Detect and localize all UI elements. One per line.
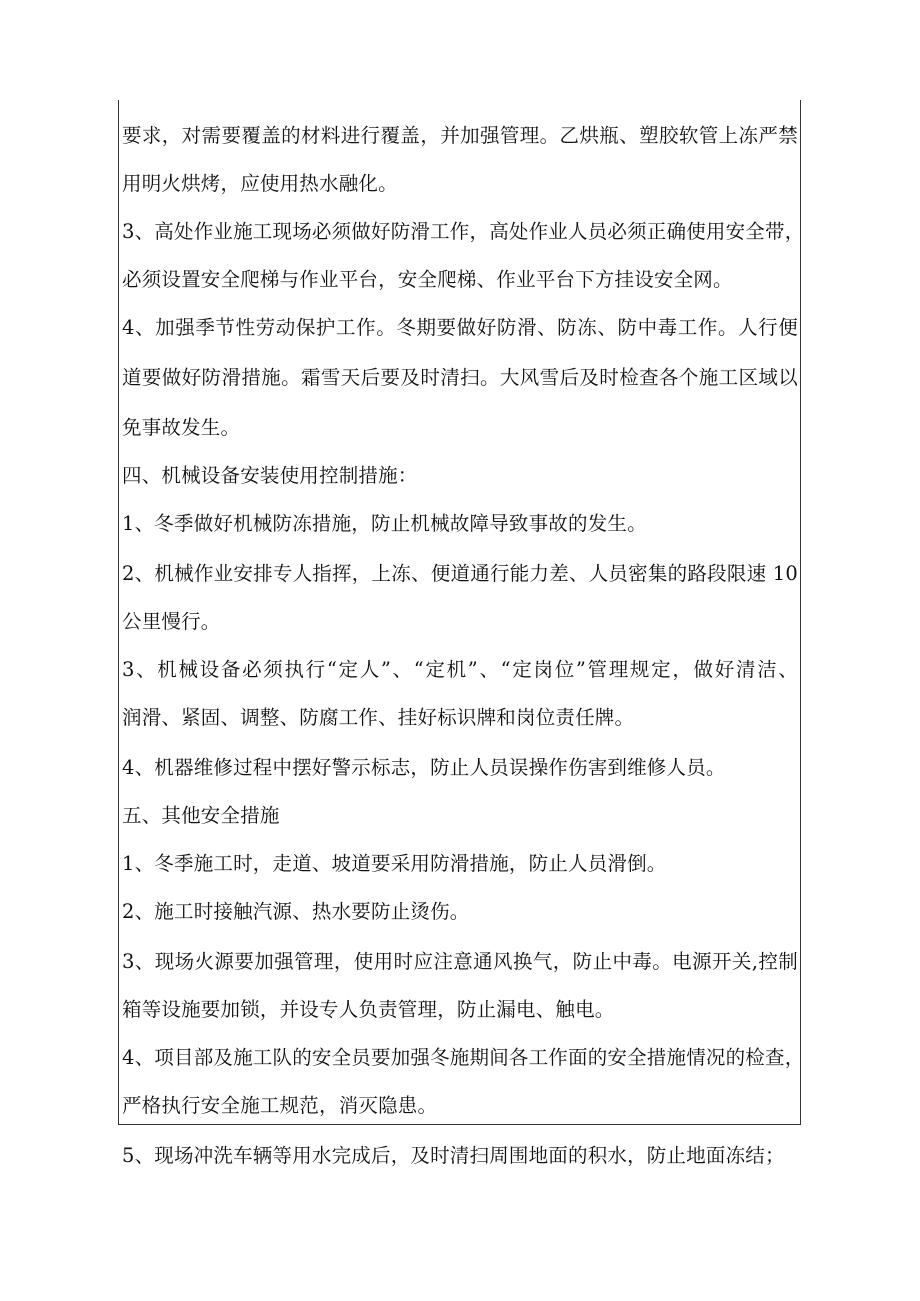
text-line: 1、冬季做好机械防冻措施，防止机械故障导致事故的发生。 xyxy=(122,512,647,535)
text-line: 公里慢行。 xyxy=(122,610,221,633)
section-heading: 五、其他安全措施 xyxy=(122,804,280,827)
text-line: 3、现场火源要加强管理，使用时应注意通风换气，防止中毒。电源开关,控制 xyxy=(122,950,798,973)
text-line: 1、冬季施工时，走道、坡道要采用防滑措施，防止人员滑倒。 xyxy=(122,852,667,875)
text-line: 用明火烘烤，应使用热水融化。 xyxy=(122,172,398,195)
text-line: 4、项目部及施工队的安全员要加强冬施期间各工作面的安全措施情况的检查， xyxy=(122,1046,805,1069)
text-line: 免事故发生。 xyxy=(122,416,241,439)
text-line: 润滑、紧固、调整、防腐工作、挂好标识牌和岗位责任牌。 xyxy=(122,706,635,729)
text-line: 严格执行安全施工规范，消灭隐患。 xyxy=(122,1094,438,1117)
text-line: 3、高处作业施工现场必须做好防滑工作，高处作业人员必须正确使用安全带， xyxy=(122,220,805,243)
text-line: 4、机器维修过程中摆好警示标志，防止人员误操作伤害到维修人员。 xyxy=(122,756,726,779)
text-line-after-box: 5、现场冲洗车辆等用水完成后，及时清扫周围地面的积水，防止地面冻结； xyxy=(122,1144,785,1167)
text-line: 箱等设施要加锁，并设专人负责管理，防止漏电、触电。 xyxy=(122,998,615,1021)
text-line: 4、加强季节性劳动保护工作。冬期要做好防滑、防冻、防中毒工作。人行便 xyxy=(122,316,798,339)
text-line: 3、机械设备必须执行“定人”、“定机”、“定岗位”管理规定，做好清洁、 xyxy=(122,658,798,681)
text-line: 2、机械作业安排专人指挥，上冻、便道通行能力差、人员密集的路段限速 10 xyxy=(122,562,798,585)
text-line: 道要做好防滑措施。霜雪天后要及时清扫。大风雪后及时检查各个施工区域以 xyxy=(122,366,798,389)
text-line: 必须设置安全爬梯与作业平台，安全爬梯、作业平台下方挂设安全网。 xyxy=(122,268,733,291)
text-line: 要求，对需要覆盖的材料进行覆盖，并加强管理。乙烘瓶、塑胶软管上冻严禁 xyxy=(122,124,798,147)
text-line: 2、施工时接触汽源、热水要防止烫伤。 xyxy=(122,900,470,923)
section-heading: 四、机械设备安装使用控制措施： xyxy=(122,464,418,487)
